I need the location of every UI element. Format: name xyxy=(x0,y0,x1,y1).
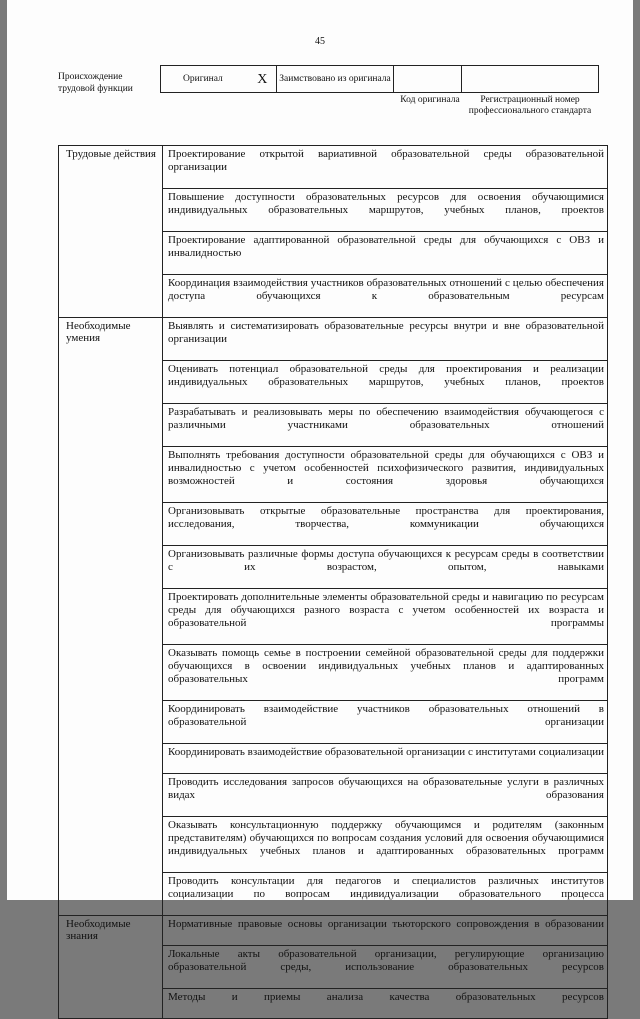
section-title-labor-actions: Трудовые действия xyxy=(59,146,163,318)
borrowed-option: Заимствовано из оригинала xyxy=(277,66,394,93)
list-item: Выполнять требования доступности образовательной среды для обучающихся с ОВЗ и инвалидностью с учетом особенностей психофизического развития, индивидуальных возможностей и состояния здоровья обучающихся xyxy=(163,447,608,503)
function-table xyxy=(58,145,608,1019)
list-item: Локальные акты образовательной организации, регулирующие организацию образовательной среды, использование образовательных ресурсов xyxy=(163,946,608,989)
list-item: Оценивать потенциал образовательной среды для проектирования и реализации индивидуальных образовательных маршрутов, учебных планов, проектов xyxy=(163,361,608,404)
list-item: Координация взаимодействия участников образовательных отношений с целью обеспечения доступа обучающихся к образовательным ресурсам xyxy=(163,275,608,318)
list-item: Проектирование открытой вариативной образовательной среды образовательной организации xyxy=(163,146,608,189)
list-item: Проводить исследования запросов обучающихся на образовательные услуги в различных видах образования xyxy=(163,774,608,817)
code-caption: Код оригинала xyxy=(400,95,460,105)
reg-number-cell xyxy=(462,66,599,93)
code-cell xyxy=(394,66,462,93)
list-item: Повышение доступности образовательных ресурсов для освоения обучающимися индивидуальных образовательных маршрутов, учебных планов, проектов xyxy=(163,189,608,232)
list-item: Разрабатывать и реализовывать меры по обеспечению взаимодействия обучающегося с различными участниками образовательных отношений xyxy=(163,404,608,447)
page-number: 45 xyxy=(315,36,325,47)
section-title-required-skills: Необходимые умения xyxy=(59,318,163,916)
list-item: Координировать взаимодействие образовательной организации с институтами социализации xyxy=(163,744,608,774)
original-option: Оригинал xyxy=(161,66,249,93)
origin-label: Происхождение трудовой функции xyxy=(58,72,133,94)
list-item: Организовывать открытые образовательные пространства для проектирования, исследования, творчества, коммуникации обучающихся xyxy=(163,503,608,546)
table-row xyxy=(59,146,608,189)
list-item: Нормативные правовые основы организации тьюторского сопровождения в образовании xyxy=(163,916,608,946)
list-item: Проектирование адаптированной образовательной среды для обучающихся с ОВЗ и инвалидностью xyxy=(163,232,608,275)
table-row xyxy=(59,916,608,946)
list-item: Проектировать дополнительные элементы образовательной среды и навигацию по ресурсам среды для обучающихся разного возраста с учетом особенностей их возраста и образовательной программы xyxy=(163,589,608,645)
list-item: Проводить консультации для педагогов и специалистов различных институтов социализации по вопросам индивидуализации образовательного процесса xyxy=(163,873,608,916)
origin-table xyxy=(160,65,599,93)
list-item: Организовывать различные формы доступа обучающихся к ресурсам среды в соответствии с их возрастом, опытом, навыками xyxy=(163,546,608,589)
reg-number-caption: Регистрационный номер профессионального стандарта xyxy=(468,95,592,116)
list-item: Методы и приемы анализа качества образовательных ресурсов xyxy=(163,989,608,1019)
section-title-required-knowledge: Необходимые знания xyxy=(59,916,163,1019)
original-mark: X xyxy=(249,66,277,93)
list-item: Оказывать консультационную поддержку обучающимся и родителям (законным представителям) обучающихся по вопросам создания условий для освоения обучающимися индивидуальных учебных планов и адаптированных образовательных программ xyxy=(163,817,608,873)
list-item: Координировать взаимодействие участников образовательных отношений в образовательной организации xyxy=(163,701,608,744)
list-item: Оказывать помощь семье в построении семейной образовательной среды для поддержки обучающихся в освоении индивидуальных учебных планов и адаптированных образовательных программ xyxy=(163,645,608,701)
list-item: Выявлять и систематизировать образовательные ресурсы внутри и вне образовательной организации xyxy=(163,318,608,361)
table-row xyxy=(59,318,608,361)
